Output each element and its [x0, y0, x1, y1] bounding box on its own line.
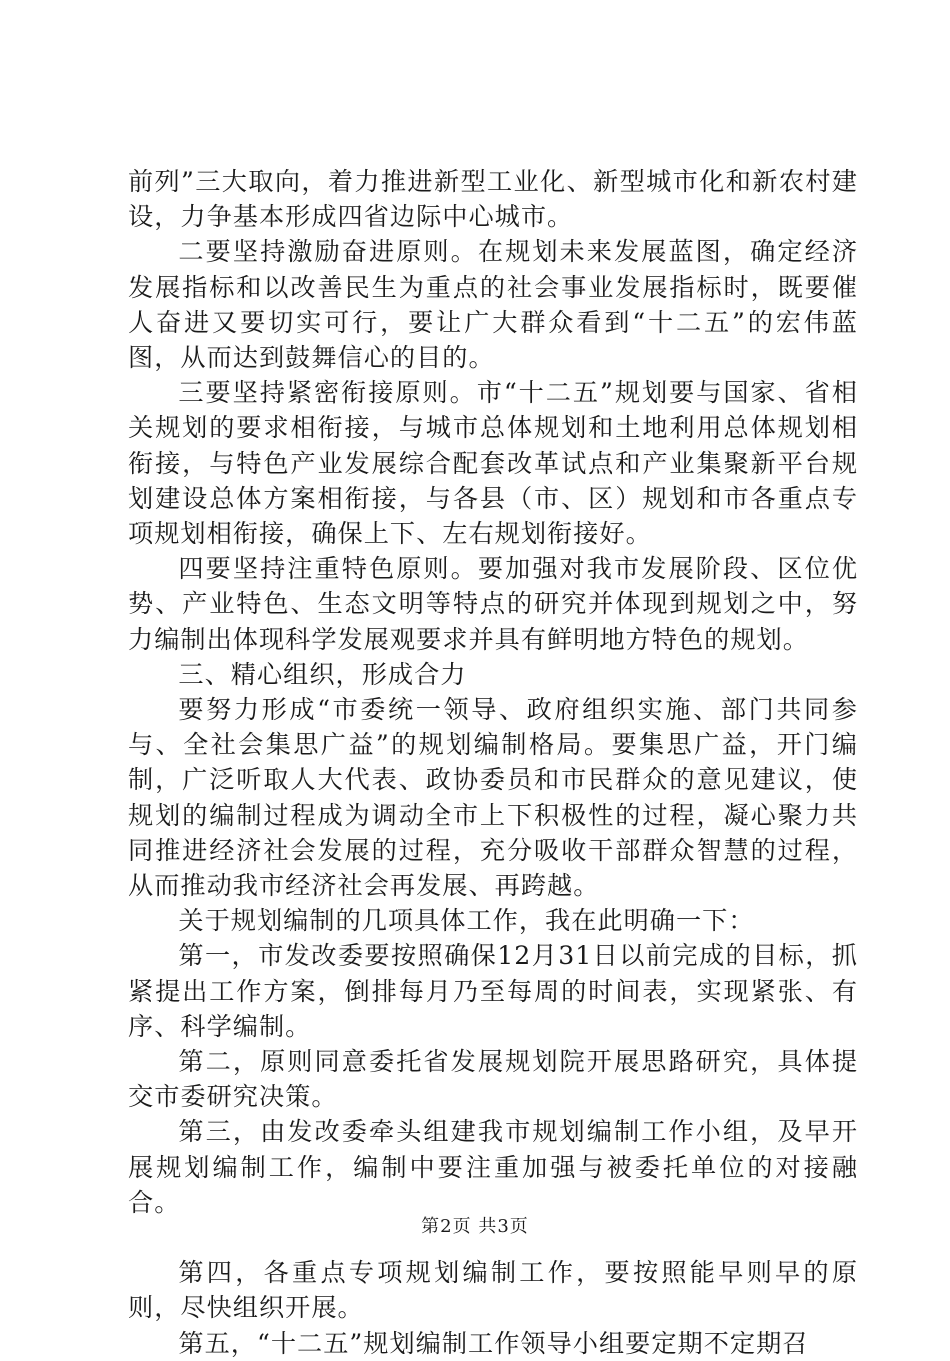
paragraph-continuation: 前列”三大取向，着力推进新型工业化、新型城市化和新农村建设，力争基本形成四省边际中心城市。 [128, 167, 858, 232]
paragraph-principle-two: 二要坚持激励奋进原则。在规划未来发展蓝图，确定经济发展指标和以改善民生为重点的社会事业发展指标时，既要催人奋进又要切实可行，要让广大群众看到“十二五”的宏伟蓝图，从而达到鼓舞信心的目的。 [128, 237, 858, 373]
paragraph-item-one: 第一，市发改委要按照确保12月31日以前完成的目标，抓紧提出工作方案，倒排每月乃至每周的时间表，实现紧张、有序、科学编制。 [128, 941, 858, 1041]
paragraph-item-two: 第二，原则同意委托省发展规划院开展思路研究，具体提交市委研究决策。 [128, 1047, 858, 1112]
page-footer: 第2页 共3页 [421, 1216, 529, 1237]
paragraph-principle-three: 三要坚持紧密衔接原则。市“十二五”规划要与国家、省相关规划的要求相衔接，与城市总体规划和土地利用总体规划相衔接，与特色产业发展综合配套改革试点和产业集聚新平台规划建设总体方案相衔接，与各县（市、区）规划和市各重点专项规划相衔接，确保上下、左右规划衔接好。 [128, 378, 858, 549]
paragraph-item-three: 第三，由发改委牵头组建我市规划编制工作小组，及早开展规划编制工作，编制中要注重加强与被委托单位的对接融合。 [128, 1117, 858, 1217]
paragraph-organization: 要努力形成“市委统一领导、政府组织实施、部门共同参与、全社会集思广益”的规划编制格局。要集思广益，开门编制，广泛听取人大代表、政协委员和市民群众的意见建议，使规划的编制过程成为调动全市上下积极性的过程，凝心聚力共同推进经济社会发展的过程，充分吸收干部群众智慧的过程，从而推动我市经济社会再发展、再跨越。 [128, 695, 858, 901]
paragraph-item-five: 第五，“十二五”规划编制工作领导小组要定期不定期召 [178, 1328, 809, 1358]
section-heading-three: 三、精心组织，形成合力 [178, 659, 467, 689]
document-body [128, 164, 858, 1361]
paragraph-specific-work-intro: 关于规划编制的几项具体工作，我在此明确一下： [178, 906, 755, 936]
paragraph-principle-four: 四要坚持注重特色原则。要加强对我市发展阶段、区位优势、产业特色、生态文明等特点的研究并体现到规划之中，努力编制出体现科学发展观要求并具有鲜明地方特色的规划。 [128, 554, 858, 654]
paragraph-item-four: 第四，各重点专项规划编制工作，要按照能早则早的原则，尽快组织开展。 [128, 1258, 858, 1323]
